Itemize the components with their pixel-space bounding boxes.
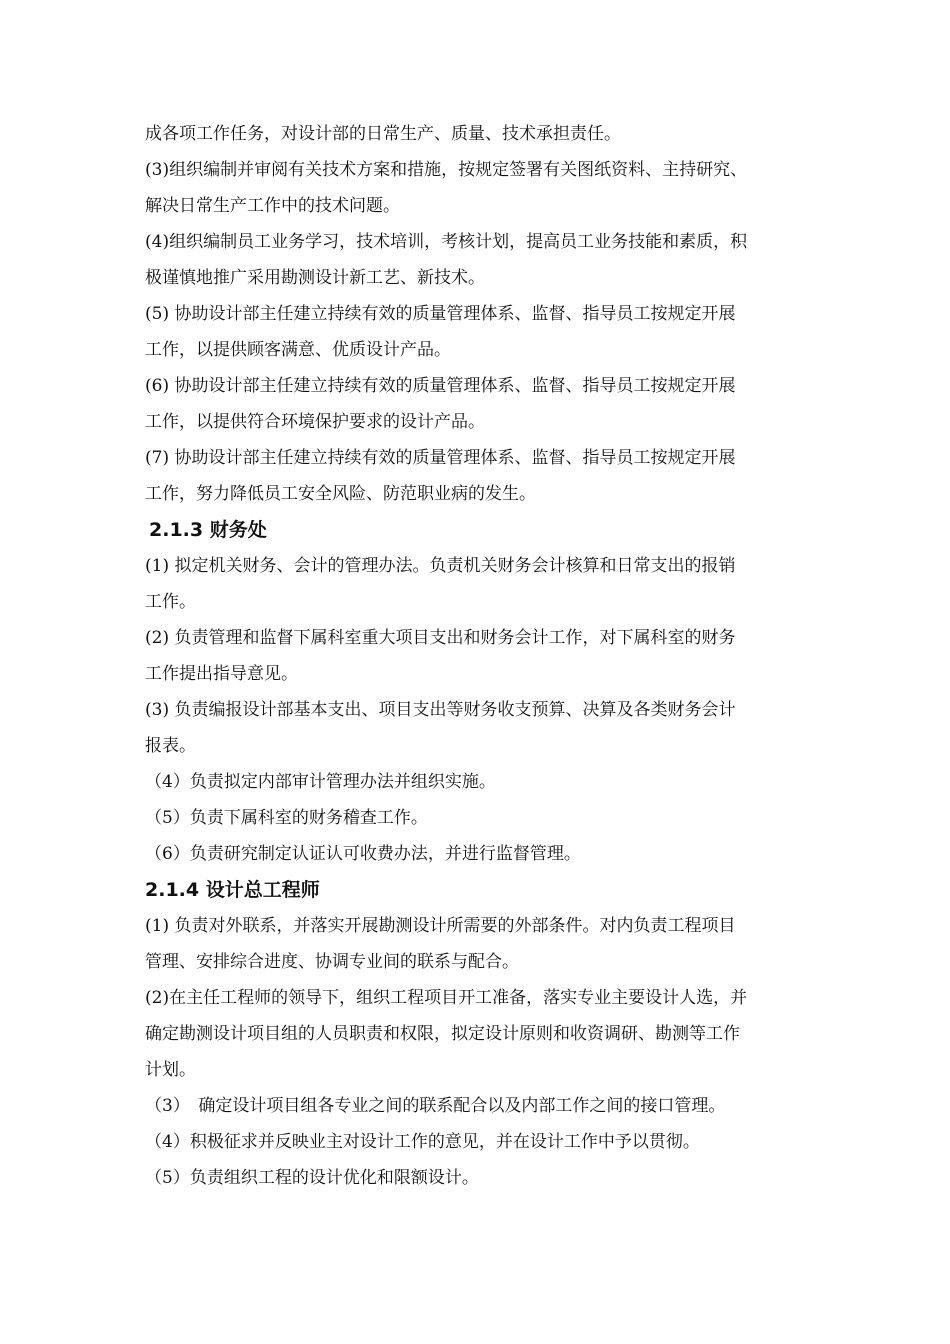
paragraph-line: (2)在主任工程师的领导下，组织工程项目开工准备，落实专业主要设计人选，并	[145, 988, 748, 1008]
paragraph-line: （6）负责研究制定认证认可收费办法，并进行监督管理。	[145, 844, 581, 864]
paragraph-line: (7) 协助设计部主任建立持续有效的质量管理体系、监督、指导员工按规定开展	[145, 448, 736, 468]
paragraph-line: （4）负责拟定内部审计管理办法并组织实施。	[145, 772, 496, 792]
paragraph-line: 工作，以提供顾客满意、优质设计产品。	[145, 340, 451, 360]
paragraph-line: (1) 负责对外联系，并落实开展勘测设计所需要的外部条件。对内负责工程项目	[145, 916, 736, 936]
paragraph-line: (2) 负责管理和监督下属科室重大项目支出和财务会计工作，对下属科室的财务	[145, 628, 736, 648]
paragraph-line: （5）负责组织工程的设计优化和限额设计。	[145, 1168, 479, 1188]
paragraph-line: 极谨慎地推广采用勘测设计新工艺、新技术。	[145, 268, 485, 288]
paragraph-line: (6) 协助设计部主任建立持续有效的质量管理体系、监督、指导员工按规定开展	[145, 376, 736, 396]
paragraph-line: 工作。	[145, 592, 196, 612]
paragraph-line: (3)组织编制并审阅有关技术方案和措施，按规定签署有关图纸资料、主持研究、	[145, 160, 748, 180]
section-heading-finance: 2.1.3 财务处	[149, 519, 267, 541]
paragraph-line: (5) 协助设计部主任建立持续有效的质量管理体系、监督、指导员工按规定开展	[145, 304, 736, 324]
paragraph-line: 解决日常生产工作中的技术问题。	[145, 196, 400, 216]
paragraph-line: （3） 确定设计项目组各专业之间的联系配合以及内部工作之间的接口管理。	[145, 1096, 726, 1116]
paragraph-line: 计划。	[145, 1060, 196, 1080]
paragraph-line: （4）积极征求并反映业主对设计工作的意见，并在设计工作中予以贯彻。	[145, 1132, 700, 1152]
document-body	[145, 116, 810, 1196]
paragraph-line: (3) 负责编报设计部基本支出、项目支出等财务收支预算、决算及各类财务会计	[145, 700, 736, 720]
paragraph-line: 工作提出指导意见。	[145, 664, 298, 684]
paragraph-line: 管理、安排综合进度、协调专业间的联系与配合。	[145, 952, 519, 972]
paragraph-line: (4)组织编制员工业务学习，技术培训，考核计划，提高员工业务技能和素质，积	[145, 232, 748, 252]
paragraph-line: （5）负责下属科室的财务稽查工作。	[145, 808, 428, 828]
paragraph-line: 工作，努力降低员工安全风险、防范职业病的发生。	[145, 484, 536, 504]
paragraph-line: 工作，以提供符合环境保护要求的设计产品。	[145, 412, 485, 432]
paragraph-line: 确定勘测设计项目组的人员职责和权限，拟定设计原则和收资调研、勘测等工作	[145, 1024, 740, 1044]
paragraph-line: (1) 拟定机关财务、会计的管理办法。负责机关财务会计核算和日常支出的报销	[145, 556, 736, 576]
paragraph-line: 报表。	[145, 736, 196, 756]
section-heading-chief-engineer: 2.1.4 设计总工程师	[145, 879, 320, 901]
paragraph-line: 成各项工作任务，对设计部的日常生产、质量、技术承担责任。	[145, 124, 621, 144]
